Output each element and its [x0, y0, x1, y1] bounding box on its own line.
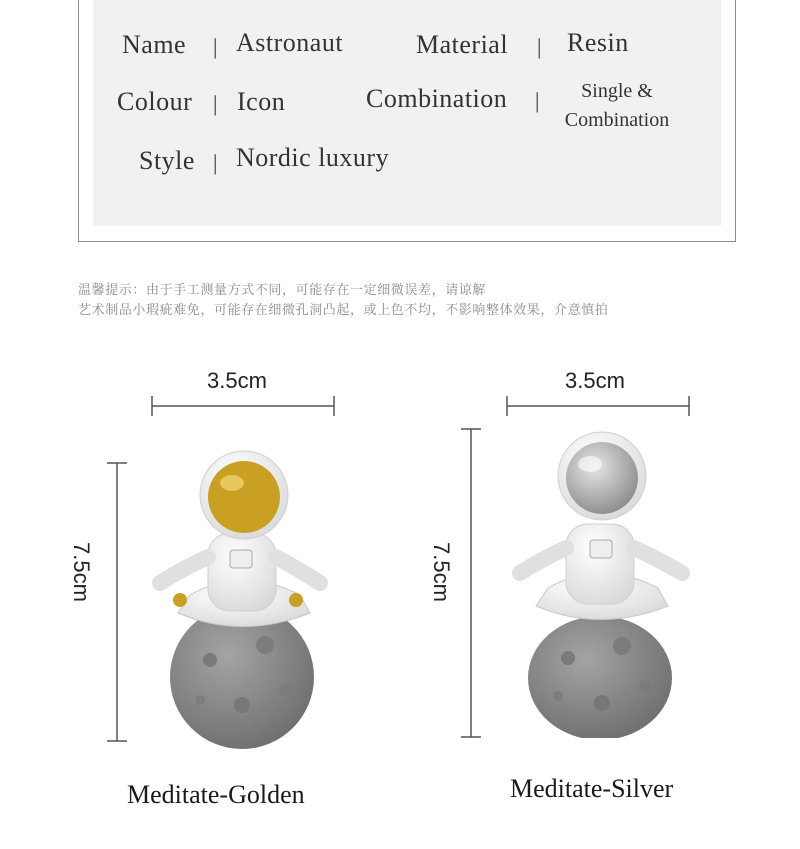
- height-dimension-line-golden: [106, 462, 128, 742]
- astronaut-silver-image: [510, 428, 690, 738]
- caption-silver: Meditate-Silver: [510, 774, 674, 803]
- width-dimension-line-silver: [505, 394, 691, 418]
- notice-line-2: 艺术制品小瑕疵难免，可能存在细微孔洞凸起，或上色不均，不影响整体效果，介意慎拍: [78, 303, 609, 318]
- colour-label: Colour: [117, 87, 193, 116]
- name-value: Astronaut: [236, 28, 344, 57]
- spec-frame: [78, 0, 736, 242]
- colour-value: Icon: [237, 87, 286, 116]
- name-label: Name: [122, 30, 187, 59]
- notice-line-1: 温馨提示：由于手工测量方式不同，可能存在一定细微误差，请谅解: [78, 283, 487, 298]
- separator: |: [213, 91, 218, 116]
- height-dimension-line-silver: [460, 428, 482, 738]
- separator: |: [537, 34, 542, 59]
- width-label-golden: 3.5cm: [207, 368, 267, 393]
- separator: |: [535, 88, 540, 113]
- combination-value-line2: Combination: [564, 109, 670, 131]
- width-dimension-line-golden: [150, 394, 336, 418]
- style-value: Nordic luxury: [236, 143, 390, 172]
- combination-value: [548, 77, 686, 135]
- separator: |: [213, 150, 218, 175]
- astronaut-golden-image: [150, 445, 330, 755]
- height-label-silver: 7.5cm: [429, 542, 454, 602]
- helmet-visor: [566, 442, 638, 514]
- caption-golden: Meditate-Golden: [127, 780, 305, 809]
- width-label-silver: 3.5cm: [565, 368, 625, 393]
- combination-value-line1: Single &: [581, 80, 653, 102]
- combination-label: Combination: [366, 84, 508, 113]
- separator: |: [213, 34, 218, 59]
- helmet-visor: [208, 461, 280, 533]
- moon-base: [528, 616, 672, 738]
- style-label: Style: [139, 146, 195, 175]
- material-value: Resin: [567, 28, 629, 57]
- height-label-golden: 7.5cm: [69, 542, 94, 602]
- spec-panel: [93, 0, 721, 226]
- material-label: Material: [416, 30, 509, 59]
